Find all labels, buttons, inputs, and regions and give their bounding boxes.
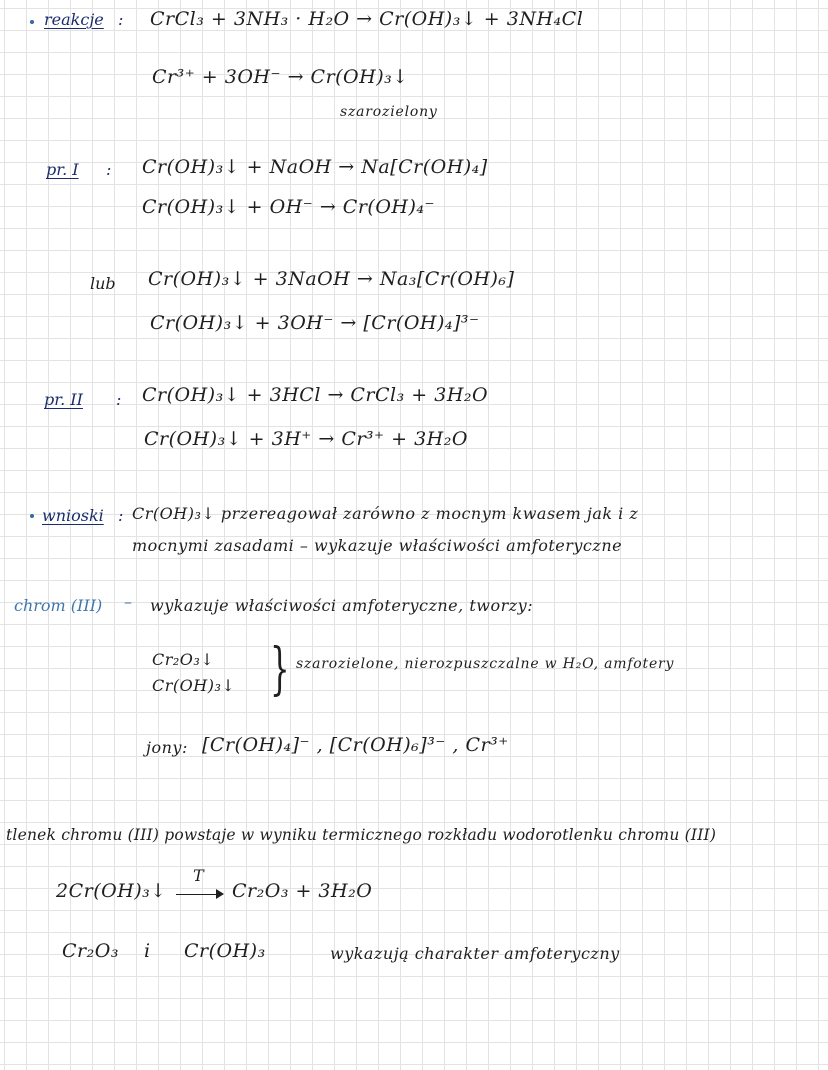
wnioski-line-2: mocnymi zasadami – wykazuje właściwości amfoteryczne: [132, 536, 623, 555]
label-pr1: pr. I: [46, 160, 79, 179]
tlenek-eq-left: 2Cr(OH)₃↓: [56, 880, 167, 902]
label-colon: :: [118, 506, 124, 525]
eq-lub-2: Cr(OH)₃↓ + 3OH⁻ → [Cr(OH)₄]³⁻: [150, 312, 480, 334]
wnioski-line-1: Cr(OH)₃↓ przereagował zarówno z mocnym kwasem jak i z: [132, 504, 639, 523]
arrow-label-t: T: [193, 866, 204, 885]
eq-pr1-2: Cr(OH)₃↓ + OH⁻ → Cr(OH)₄⁻: [142, 196, 436, 218]
label-colon: :: [118, 10, 124, 29]
note-szarozielony: szarozielony: [340, 104, 438, 120]
eq-reakcje-2: Cr³⁺ + 3OH⁻ → Cr(OH)₃↓: [152, 66, 409, 88]
label-dash: –: [124, 592, 132, 611]
tlenek-conclusion-b: Cr(OH)₃: [184, 940, 266, 962]
tlenek-heading: tlenek chromu (III) powstaje w wyniku termicznego rozkładu wodorotlenku chromu (III): [6, 826, 717, 844]
reaction-arrow-line: [176, 894, 218, 895]
label-pr2: pr. II: [44, 390, 83, 409]
eq-lub-1: Cr(OH)₃↓ + 3NaOH → Na₃[Cr(OH)₆]: [148, 268, 515, 290]
tlenek-eq-right: Cr₂O₃ + 3H₂O: [232, 880, 373, 902]
label-colon: :: [106, 160, 112, 179]
eq-pr2-2: Cr(OH)₃↓ + 3H⁺ → Cr³⁺ + 3H₂O: [144, 428, 468, 450]
curly-brace-icon: }: [270, 637, 290, 702]
chrom-intro: wykazuje właściwości amfoteryczne, tworzy:: [150, 596, 534, 615]
tlenek-conclusion-a: Cr₂O₃: [62, 940, 119, 962]
arrow-right-icon: [216, 889, 224, 899]
label-chrom: chrom (III): [14, 596, 103, 615]
label-wnioski: wnioski: [42, 506, 104, 525]
tlenek-conclusion-text: wykazują charakter amfoteryczny: [330, 944, 620, 963]
chrom-ions-label: jony:: [146, 738, 188, 757]
label-lub: lub: [90, 274, 116, 293]
bullet-wnioski: [30, 514, 34, 518]
eq-pr1-1: Cr(OH)₃↓ + NaOH → Na[Cr(OH)₄]: [142, 156, 488, 178]
tlenek-conclusion-i: i: [144, 940, 151, 962]
eq-pr2-1: Cr(OH)₃↓ + 3HCl → CrCl₃ + 3H₂O: [142, 384, 489, 406]
chrom-item-2: Cr(OH)₃↓: [152, 676, 236, 695]
label-colon: :: [116, 390, 122, 409]
label-reakcje: reakcje: [44, 10, 104, 29]
chrom-brace-note: szarozielone, nierozpuszczalne w H₂O, amfotery: [296, 656, 675, 672]
eq-reakcje-1: CrCl₃ + 3NH₃ · H₂O → Cr(OH)₃↓ + 3NH₄Cl: [150, 8, 584, 30]
chrom-item-1: Cr₂O₃↓: [152, 650, 215, 669]
bullet-reakcje: [30, 20, 34, 24]
chrom-ions: [Cr(OH)₄]⁻ , [Cr(OH)₆]³⁻ , Cr³⁺: [202, 734, 509, 756]
